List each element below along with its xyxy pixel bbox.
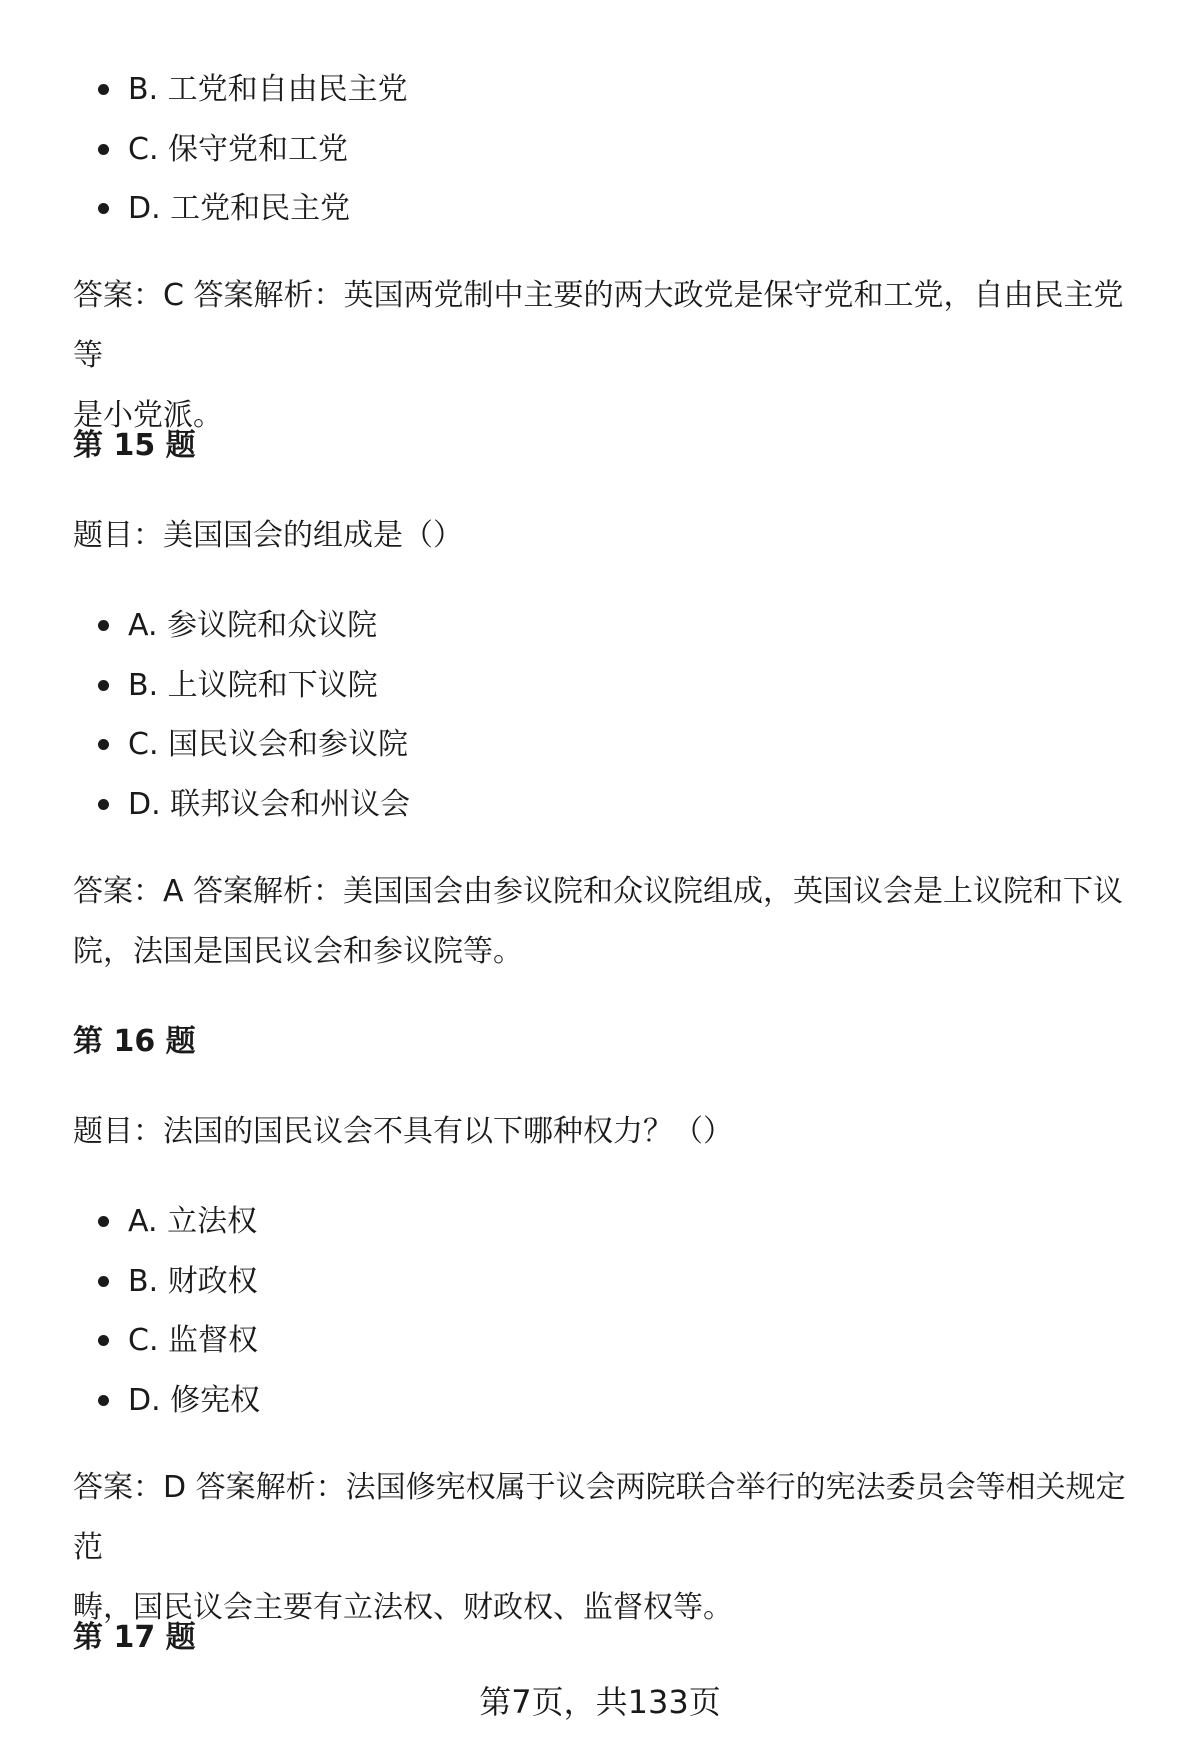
q14-option-c (0, 120, 408, 180)
q16-option-d (0, 1371, 260, 1431)
bullet-icon (98, 680, 109, 691)
answer-line-1: 答案：D 答案解析：法国修宪权属于议会两院联合举行的宪法委员会等相关规定范 (73, 1470, 1126, 1565)
q16-heading: 第 16 题 (73, 1024, 196, 1059)
bullet-icon (98, 1276, 109, 1287)
q15-option-d (0, 775, 410, 835)
q14-option-b (0, 60, 408, 120)
option-text: C. 保守党和工党 (128, 131, 349, 167)
q15-question: 题目：美国国会的组成是（） (73, 518, 463, 553)
bullet-icon (98, 1216, 109, 1227)
q17-heading: 第 17 题 (73, 1620, 196, 1655)
page-number-footer: 第7页，共133页 (479, 1683, 721, 1721)
answer-line-1: 答案：A 答案解析：美国国会由参议院和众议院组成，英国议会是上议院和下议 (73, 874, 1124, 909)
option-text: D. 工党和民主党 (128, 191, 351, 226)
option-text: B. 工党和自由民主党 (128, 72, 408, 107)
q15-option-b (0, 656, 410, 716)
bullet-icon (98, 620, 109, 631)
bullet-icon (98, 1335, 109, 1346)
q16-option-c (0, 1311, 260, 1371)
q14-options (0, 60, 408, 239)
q15-option-c (0, 715, 410, 775)
q15-options (0, 596, 410, 834)
q15-option-a (0, 596, 410, 656)
option-text: A. 参议院和众议院 (128, 608, 378, 643)
q16-options (0, 1192, 260, 1430)
q16-option-a (0, 1192, 260, 1252)
q15-heading: 第 15 题 (73, 428, 196, 463)
q16-option-b (0, 1252, 260, 1312)
answer-line-2: 是小党派。 (73, 398, 223, 433)
answer-line-1: 答案：C 答案解析：英国两党制中主要的两大政党是保守党和工党，自由民主党等 (73, 278, 1124, 373)
option-text: C. 监督权 (128, 1323, 259, 1358)
bullet-icon (98, 144, 109, 155)
option-text: D. 修宪权 (128, 1382, 261, 1418)
option-text: B. 上议院和下议院 (128, 667, 378, 703)
option-text: A. 立法权 (128, 1204, 258, 1239)
q15-answer (73, 862, 1153, 982)
option-text: D. 联邦议会和州议会 (128, 786, 411, 822)
option-text: C. 国民议会和参议院 (128, 727, 409, 762)
q14-option-d (0, 179, 408, 239)
bullet-icon (98, 799, 109, 810)
option-text: B. 财政权 (128, 1263, 258, 1299)
q14-answer (73, 266, 1153, 446)
bullet-icon (98, 84, 109, 95)
q16-question: 题目：法国的国民议会不具有以下哪种权力？（） (73, 1114, 733, 1149)
q16-answer (73, 1458, 1153, 1638)
bullet-icon (98, 1395, 109, 1406)
bullet-icon (98, 203, 109, 214)
bullet-icon (98, 739, 109, 750)
answer-line-2: 院，法国是国民议会和参议院等。 (73, 934, 523, 969)
answer-line-2: 畴，国民议会主要有立法权、财政权、监督权等。 (73, 1590, 733, 1625)
